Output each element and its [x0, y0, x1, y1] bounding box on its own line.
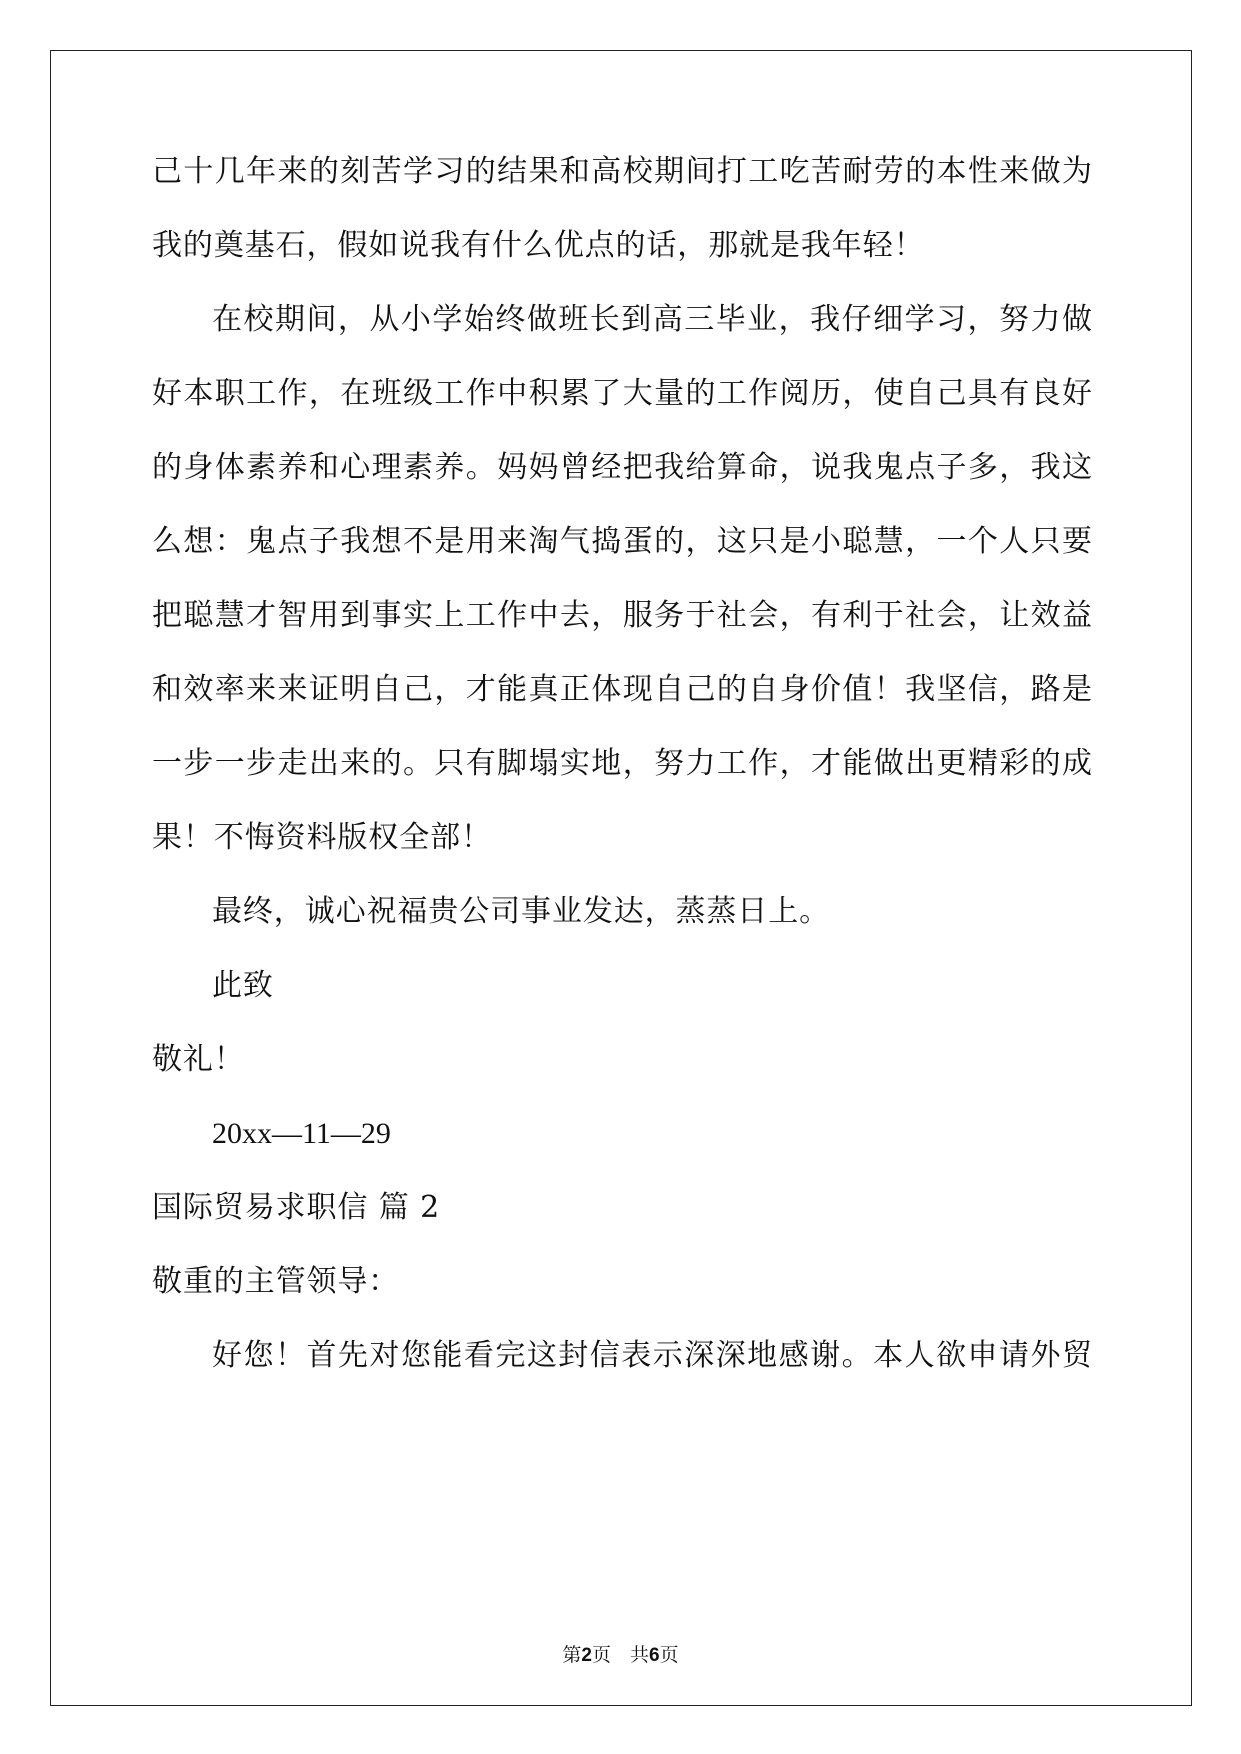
footer-suffix: 页 [659, 1644, 679, 1666]
salutation-jingli: 敬礼！ [152, 1042, 245, 1077]
paragraph-line-3: 在校期间，从小学始终做班长到高三毕业，我仔细学习，努力做 [212, 302, 1092, 337]
paragraph-line-8: 和效率来来证明自己，才能真正体现自己的自身价值！我坚信，路是 [152, 672, 1092, 707]
footer-total-pages: 6 [649, 1645, 660, 1666]
paragraph-line-10: 果！不悔资料版权全部！ [152, 820, 492, 855]
salutation-cizhi: 此致 [212, 968, 274, 1003]
paragraph-line-7: 把聪慧才智用到事实上工作中去，服务于社会，有利于社会，让效益 [152, 598, 1092, 633]
closing-wish: 最终，诚心祝福贵公司事业发达，蒸蒸日上。 [212, 894, 830, 929]
paragraph-line-1: 己十几年来的刻苦学习的结果和高校期间打工吃苦耐劳的本性来做为 [152, 154, 1092, 189]
footer-page-number: 2 [581, 1645, 592, 1666]
paragraph-line-9: 一步一步走出来的。只有脚塌实地，努力工作，才能做出更精彩的成 [152, 746, 1092, 781]
letter-date: 20xx—11—29 [212, 1117, 391, 1150]
page-border [50, 50, 1192, 1706]
footer-mid: 页 共 [591, 1644, 649, 1666]
paragraph-line-6: 么想：鬼点子我想不是用来淘气捣蛋的，这只是小聪慧，一个人只要 [152, 524, 1092, 559]
page-footer [0, 1643, 1241, 1668]
paragraph-line-2: 我的奠基石，假如说我有什么优点的话，那就是我年轻！ [152, 228, 925, 263]
paragraph-line-4: 好本职工作，在班级工作中积累了大量的工作阅历，使自己具有良好 [152, 376, 1092, 411]
paragraph-line-17: 好您！首先对您能看完这封信表示深深地感谢。本人欲申请外贸 [212, 1338, 1092, 1373]
paragraph-line-5: 的身体素养和心理素养。妈妈曾经把我给算命，说我鬼点子多，我这 [152, 450, 1092, 485]
section-heading: 国际贸易求职信 篇 2 [152, 1190, 441, 1225]
footer-prefix: 第 [562, 1644, 582, 1666]
greeting: 敬重的主管领导： [152, 1264, 400, 1299]
